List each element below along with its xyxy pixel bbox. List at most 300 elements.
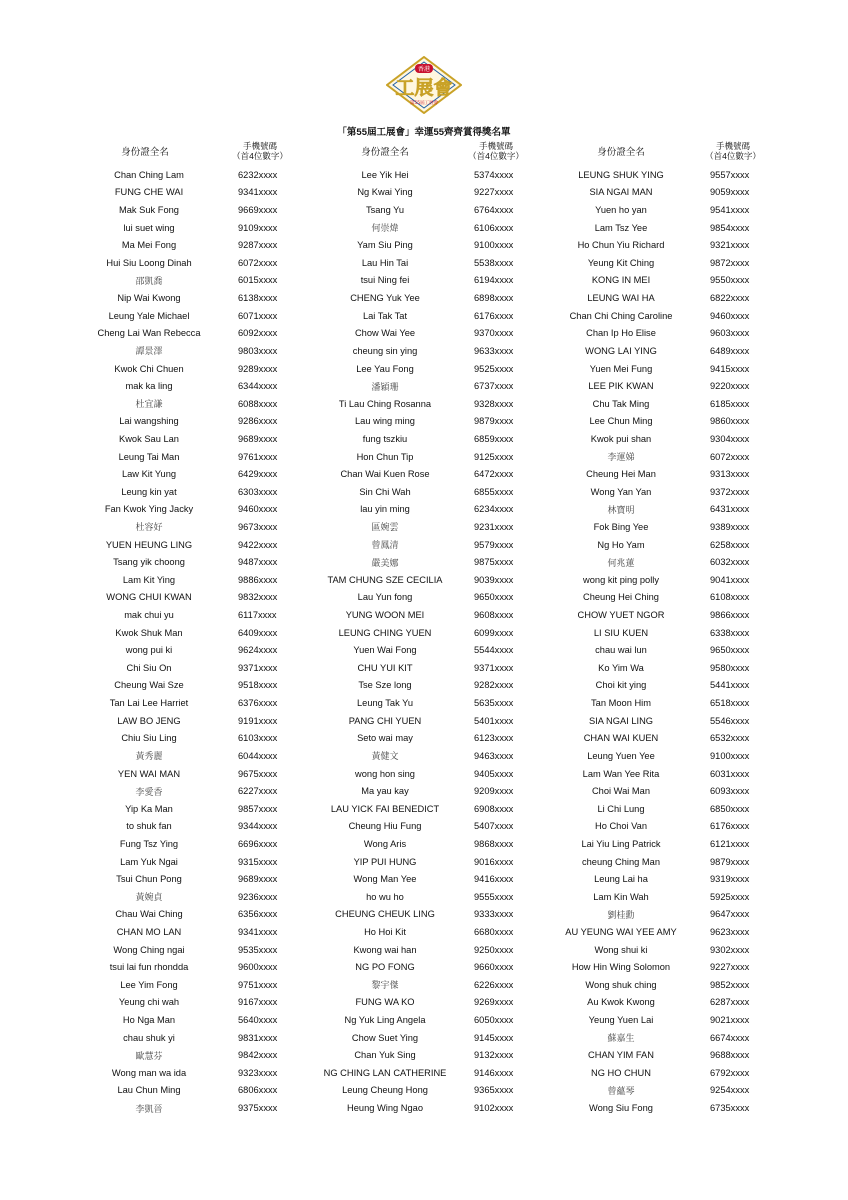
winner-name: Yip Ka Man xyxy=(125,803,173,814)
winner-name: Chan Ip Ho Elise xyxy=(586,328,656,339)
winner-name: CHU YUI KIT xyxy=(357,662,413,673)
winner-name: Wong man wa ida xyxy=(111,1067,187,1078)
winner-row xyxy=(532,958,772,976)
winner-phone-prefix: 6185xxxx xyxy=(710,398,750,409)
winner-name: YEN WAI MAN xyxy=(117,768,181,779)
winner-row xyxy=(532,941,772,959)
winner-row xyxy=(60,307,300,325)
winner-row xyxy=(532,360,772,378)
winner-row xyxy=(532,219,772,237)
winner-phone-prefix: 9535xxxx xyxy=(238,944,278,955)
winner-name: Wong Man Yee xyxy=(353,874,417,885)
winner-row xyxy=(60,1099,300,1117)
winner-row xyxy=(60,465,300,483)
winner-row xyxy=(296,747,536,765)
winner-row xyxy=(296,1011,536,1029)
winner-phone-prefix: 9328xxxx xyxy=(474,398,514,409)
winner-row xyxy=(60,1046,300,1064)
winner-name: 李運娣 xyxy=(607,453,635,464)
winner-phone-prefix: 6108xxxx xyxy=(710,592,750,603)
winner-name: 曾蘊琴 xyxy=(607,1086,635,1097)
winner-phone-prefix: 6859xxxx xyxy=(474,433,514,444)
winner-phone-prefix: 6092xxxx xyxy=(238,328,278,339)
winner-name: NG PO FONG xyxy=(355,962,415,973)
winner-name: 劉桂勳 xyxy=(607,910,635,921)
winner-row xyxy=(532,1011,772,1029)
winner-row xyxy=(60,324,300,342)
winner-row xyxy=(532,659,772,677)
winner-row xyxy=(532,624,772,642)
winner-row xyxy=(532,483,772,501)
expo-logo xyxy=(386,56,462,114)
winner-row xyxy=(532,782,772,800)
winner-name: ho wu ho xyxy=(366,891,404,902)
winner-name: Lam Kin Wah xyxy=(593,891,649,902)
winner-phone-prefix: 9541xxxx xyxy=(710,205,750,216)
winner-phone-prefix: 9375xxxx xyxy=(238,1103,278,1114)
winner-name: Wong shuk ching xyxy=(585,979,657,990)
winner-name: CHENG Yuk Yee xyxy=(350,293,420,304)
winner-phone-prefix: 6227xxxx xyxy=(238,786,278,797)
winner-name: Ho Choi Van xyxy=(594,821,648,832)
winner-phone-prefix: 9109xxxx xyxy=(238,222,278,233)
winner-name: YIP PUI HUNG xyxy=(353,856,417,867)
winner-name: Kwok Chi Chuen xyxy=(114,363,184,374)
winner-phone-prefix: 9463xxxx xyxy=(474,750,514,761)
winner-row xyxy=(296,395,536,413)
winner-row xyxy=(296,1099,536,1117)
header-phone-line1: 手機號碼 xyxy=(242,141,277,151)
winner-name: Cheung Wai Sze xyxy=(114,680,184,691)
winner-name: lui suet wing xyxy=(123,222,175,233)
winner-name: Mak Suk Fong xyxy=(119,205,179,216)
winner-phone-prefix: 9623xxxx xyxy=(710,927,750,937)
winner-row xyxy=(532,1082,772,1100)
winner-phone-prefix: 9405xxxx xyxy=(474,768,514,779)
winner-name: Tsui Chun Pong xyxy=(116,874,182,885)
winner-row xyxy=(532,166,772,184)
winner-row xyxy=(296,430,536,448)
winner-row xyxy=(60,853,300,871)
winner-phone-prefix: 6674xxxx xyxy=(710,1032,750,1043)
winner-row xyxy=(60,818,300,836)
winner-row xyxy=(532,589,772,607)
winner-row xyxy=(60,1029,300,1047)
winner-name: Fan Kwok Ying Jacky xyxy=(104,504,194,515)
winner-name: Ng Ho Yam xyxy=(597,539,645,550)
winner-name: tsui lai fun rhondda xyxy=(109,962,189,973)
winner-phone-prefix: 6822xxxx xyxy=(710,293,750,304)
winner-name: Yeung Yuen Lai xyxy=(588,1015,654,1026)
winner-phone-prefix: 9191xxxx xyxy=(238,715,278,726)
winner-phone-prefix: 5538xxxx xyxy=(474,257,514,268)
winner-phone-prefix: 6050xxxx xyxy=(474,1015,514,1026)
winner-name: 李凱晉 xyxy=(135,1104,163,1115)
winner-phone-prefix: 6015xxxx xyxy=(238,275,278,286)
winner-phone-prefix: 9389xxxx xyxy=(710,521,750,532)
winner-row xyxy=(532,571,772,589)
page-title: 「第55屆工展會」幸運55齊齊賞得獎名單 xyxy=(337,127,511,138)
winner-phone-prefix: 9269xxxx xyxy=(474,997,514,1008)
winner-name: chau shuk yi xyxy=(123,1032,175,1043)
winner-row xyxy=(60,448,300,466)
winner-phone-prefix: 6680xxxx xyxy=(474,927,514,937)
winner-row xyxy=(296,448,536,466)
winner-row xyxy=(296,1046,536,1064)
winner-phone-prefix: 6226xxxx xyxy=(474,979,514,990)
winner-name: Lai Tak Tat xyxy=(362,310,408,321)
winner-row xyxy=(60,1064,300,1082)
winner-row xyxy=(60,835,300,853)
winner-phone-prefix: 5401xxxx xyxy=(474,715,514,726)
winner-row xyxy=(296,694,536,712)
winner-row xyxy=(296,483,536,501)
winner-name: tsui Ning fei xyxy=(360,275,410,286)
winner-row xyxy=(60,694,300,712)
winner-phone-prefix: 9831xxxx xyxy=(238,1032,278,1043)
winner-row xyxy=(60,553,300,571)
winner-phone-prefix: 6044xxxx xyxy=(238,750,278,761)
winner-phone-prefix: 9675xxxx xyxy=(238,768,278,779)
winner-phone-prefix: 9282xxxx xyxy=(474,680,514,691)
winner-phone-prefix: 6850xxxx xyxy=(710,803,750,814)
winner-row xyxy=(532,694,772,712)
winner-phone-prefix: 9371xxxx xyxy=(474,662,514,673)
winner-name: Wong Siu Fong xyxy=(589,1103,653,1114)
winner-row xyxy=(296,923,536,941)
winner-phone-prefix: 9879xxxx xyxy=(710,856,750,867)
winner-phone-prefix: 9315xxxx xyxy=(238,856,278,867)
winner-row xyxy=(532,536,772,554)
winner-row xyxy=(296,641,536,659)
winner-phone-prefix: 9866xxxx xyxy=(710,610,750,621)
winner-name: NG CHING LAN CATHERINE xyxy=(323,1067,447,1078)
winner-name: 黃秀麗 xyxy=(135,752,163,763)
winner-row xyxy=(532,888,772,906)
winner-row xyxy=(532,395,772,413)
winner-phone-prefix: 9525xxxx xyxy=(474,363,514,374)
winner-row xyxy=(532,553,772,571)
winner-name: Yeung Kit Ching xyxy=(587,257,655,268)
winner-row xyxy=(296,888,536,906)
winner-phone-prefix: 6194xxxx xyxy=(474,275,514,286)
winner-row xyxy=(296,201,536,219)
winner-name: Lau Hin Tai xyxy=(361,257,409,268)
winner-phone-prefix: 9304xxxx xyxy=(710,433,750,444)
winner-name: 李愛香 xyxy=(135,787,163,798)
winner-phone-prefix: 9289xxxx xyxy=(238,363,278,374)
winner-phone-prefix: 9286xxxx xyxy=(238,416,278,427)
winner-phone-prefix: 9313xxxx xyxy=(710,469,750,480)
winner-phone-prefix: 6138xxxx xyxy=(238,293,278,304)
winner-phone-prefix: 9371xxxx xyxy=(238,662,278,673)
winner-name: KONG IN MEI xyxy=(591,275,651,286)
winner-phone-prefix: 6764xxxx xyxy=(474,205,514,216)
winner-phone-prefix: 9250xxxx xyxy=(474,944,514,955)
winner-phone-prefix: 9886xxxx xyxy=(238,574,278,585)
header-phone-line2: （首4位數字） xyxy=(232,151,288,161)
winner-name: CHAN WAI KUEN xyxy=(583,733,659,744)
winner-name: WONG CHUI KWAN xyxy=(106,592,192,603)
winner-row xyxy=(532,448,772,466)
winner-name: Cheng Lai Wan Rebecca xyxy=(97,328,201,339)
winner-row xyxy=(532,1029,772,1047)
winner-phone-prefix: 5407xxxx xyxy=(474,821,514,832)
winner-row xyxy=(60,906,300,924)
winner-row xyxy=(296,589,536,607)
winner-phone-prefix: 6338xxxx xyxy=(710,627,750,638)
winner-phone-prefix: 6031xxxx xyxy=(710,768,750,779)
winner-name: Tse Sze long xyxy=(358,680,412,691)
winner-name: Wong Aris xyxy=(363,838,407,849)
winner-row xyxy=(60,730,300,748)
winner-row xyxy=(532,465,772,483)
winner-row xyxy=(296,236,536,254)
winner-name: Choi kit ying xyxy=(595,680,647,691)
winner-phone-prefix: 9146xxxx xyxy=(474,1067,514,1078)
winner-row xyxy=(532,1046,772,1064)
winner-row xyxy=(296,324,536,342)
winner-row xyxy=(60,571,300,589)
winner-row xyxy=(60,395,300,413)
winner-phone-prefix: 9487xxxx xyxy=(238,557,278,568)
winner-phone-prefix: 9319xxxx xyxy=(710,874,750,885)
winner-phone-prefix: 9323xxxx xyxy=(238,1067,278,1078)
winner-name: WONG LAI YING xyxy=(585,345,657,356)
winner-name: to shuk fan xyxy=(126,821,172,832)
winner-name: cheung Ching Man xyxy=(581,856,661,867)
winner-row xyxy=(296,853,536,871)
winner-name: Ma yau kay xyxy=(361,786,409,797)
winner-row xyxy=(296,765,536,783)
winner-phone-prefix: 9039xxxx xyxy=(474,574,514,585)
winner-name: wong hon sing xyxy=(355,768,415,779)
winner-row xyxy=(296,659,536,677)
winner-phone-prefix: 9688xxxx xyxy=(710,1050,750,1061)
winner-row xyxy=(532,712,772,730)
winner-phone-prefix: 6093xxxx xyxy=(710,786,750,797)
winner-name: Lai wangshing xyxy=(119,416,179,427)
winner-name: fung tszkiu xyxy=(362,433,408,444)
winner-phone-prefix: 6032xxxx xyxy=(710,557,750,568)
winner-row xyxy=(296,465,536,483)
winner-row xyxy=(60,782,300,800)
winner-name: How Hin Wing Solomon xyxy=(571,962,671,973)
winner-phone-prefix: 5374xxxx xyxy=(474,169,514,180)
winner-row xyxy=(532,906,772,924)
winner-phone-prefix: 9875xxxx xyxy=(474,557,514,568)
winner-phone-prefix: 6696xxxx xyxy=(238,838,278,849)
winner-name: 何兆蓮 xyxy=(607,558,635,569)
winner-row xyxy=(296,906,536,924)
winner-phone-prefix: 9669xxxx xyxy=(238,205,278,216)
winner-row xyxy=(296,571,536,589)
winner-name: Lau wing ming xyxy=(355,416,415,427)
winner-row xyxy=(60,342,300,360)
winner-name: mak chui yu xyxy=(124,610,174,621)
winner-row xyxy=(532,818,772,836)
winner-name: 曾鳳清 xyxy=(371,541,399,552)
winner-name: Chi Siu On xyxy=(126,662,172,673)
winner-phone-prefix: 9673xxxx xyxy=(238,521,278,532)
winners-column-3 xyxy=(532,166,772,1117)
winner-phone-prefix: 6121xxxx xyxy=(710,838,750,849)
winner-row xyxy=(532,430,772,448)
winner-name: CHAN MO LAN xyxy=(116,927,182,937)
winner-name: Hon Chun Tip xyxy=(356,451,414,462)
winner-name: Tsang Yu xyxy=(365,205,405,216)
winner-name: Kwok Sau Lan xyxy=(119,433,179,444)
header-name: 身份證全名 xyxy=(597,147,645,158)
winner-row xyxy=(296,307,536,325)
winner-row xyxy=(60,641,300,659)
winner-row xyxy=(532,342,772,360)
winner-row xyxy=(532,765,772,783)
winner-name: Lee Yau Fong xyxy=(356,363,414,374)
winner-row xyxy=(532,730,772,748)
winner-row xyxy=(532,606,772,624)
winner-name: Ng Kwai Ying xyxy=(357,187,413,198)
winner-row xyxy=(296,360,536,378)
winner-name: 黃健文 xyxy=(371,752,399,763)
winner-phone-prefix: 9333xxxx xyxy=(474,909,514,920)
winner-phone-prefix: 9372xxxx xyxy=(710,486,750,497)
winner-row xyxy=(532,677,772,695)
winner-phone-prefix: 6232xxxx xyxy=(238,169,278,180)
winner-row xyxy=(296,870,536,888)
winner-row xyxy=(60,941,300,959)
winner-name: 何崇煒 xyxy=(371,224,399,235)
winner-name: Ng Yuk Ling Angela xyxy=(344,1015,426,1026)
winner-row xyxy=(296,958,536,976)
winner-name: Leung Lai ha xyxy=(594,874,648,885)
winner-name: lau yin ming xyxy=(360,504,410,515)
winner-row xyxy=(532,976,772,994)
winner-name: 歐慧芬 xyxy=(135,1051,163,1062)
winner-phone-prefix: 9650xxxx xyxy=(474,592,514,603)
winner-name: Yam Siu Ping xyxy=(357,240,413,251)
winner-phone-prefix: 6088xxxx xyxy=(238,398,278,409)
winner-row xyxy=(60,870,300,888)
winner-name: LAU YICK FAI BENEDICT xyxy=(330,803,440,814)
winner-phone-prefix: 9041xxxx xyxy=(710,574,750,585)
winner-row xyxy=(60,289,300,307)
winner-phone-prefix: 6117xxxx xyxy=(238,610,277,621)
winner-phone-prefix: 6898xxxx xyxy=(474,293,514,304)
winner-phone-prefix: 9832xxxx xyxy=(238,592,278,603)
winner-row xyxy=(296,536,536,554)
winner-name: Fok Bing Yee xyxy=(593,521,649,532)
winner-name: CHOW YUET NGOR xyxy=(577,610,665,621)
winner-phone-prefix: 6356xxxx xyxy=(238,909,278,920)
winner-phone-prefix: 9100xxxx xyxy=(710,750,750,761)
winner-name: Hui Siu Loong Dinah xyxy=(106,257,192,268)
winner-phone-prefix: 6806xxxx xyxy=(238,1085,278,1096)
winner-row xyxy=(296,254,536,272)
winner-phone-prefix: 9608xxxx xyxy=(474,610,514,621)
winner-name: Yuen Mei Fung xyxy=(589,363,653,374)
winner-phone-prefix: 6071xxxx xyxy=(238,310,278,321)
winner-name: SIA NGAI MAN xyxy=(589,187,653,198)
winner-name: Cheung Hei Man xyxy=(586,469,656,480)
winner-row xyxy=(296,219,536,237)
winner-phone-prefix: 6344xxxx xyxy=(238,381,278,392)
winner-phone-prefix: 9557xxxx xyxy=(710,169,750,180)
winner-name: Lai Yiu Ling Patrick xyxy=(581,838,661,849)
winner-phone-prefix: 9842xxxx xyxy=(238,1050,278,1061)
winner-row xyxy=(532,747,772,765)
winner-row xyxy=(296,1029,536,1047)
winner-name: Leung Tai Man xyxy=(118,451,180,462)
winner-phone-prefix: 6532xxxx xyxy=(710,733,750,744)
winner-phone-prefix: 9860xxxx xyxy=(710,416,750,427)
winner-name: Au Kwok Kwong xyxy=(587,997,655,1008)
winner-row xyxy=(296,624,536,642)
winner-row xyxy=(60,994,300,1012)
winner-phone-prefix: 9803xxxx xyxy=(238,345,278,356)
winner-phone-prefix: 9660xxxx xyxy=(474,962,514,973)
winner-name: LEUNG WAI HA xyxy=(587,293,655,304)
logo-sub-text: 第55屆工展會 xyxy=(409,101,439,106)
winner-phone-prefix: 9287xxxx xyxy=(238,240,278,251)
winner-row xyxy=(60,254,300,272)
winner-name: 黃婉貞 xyxy=(135,893,163,904)
winner-name: 杜宜謙 xyxy=(135,400,163,411)
winner-phone-prefix: 9415xxxx xyxy=(710,363,750,374)
winner-row xyxy=(60,377,300,395)
winner-phone-prefix: 9761xxxx xyxy=(238,451,278,462)
winner-phone-prefix: 9624xxxx xyxy=(238,645,278,656)
winner-phone-prefix: 9689xxxx xyxy=(238,874,278,885)
winner-name: Lee Chun Ming xyxy=(589,416,653,427)
winners-column-1 xyxy=(60,166,300,1117)
winner-name: Chow Wai Yee xyxy=(354,328,416,339)
winner-name: Lam Wan Yee Rita xyxy=(582,768,660,779)
winner-phone-prefix: 6303xxxx xyxy=(238,486,278,497)
winner-phone-prefix: 9370xxxx xyxy=(474,328,514,339)
header-phone xyxy=(225,141,295,161)
winner-phone-prefix: 6287xxxx xyxy=(710,997,750,1008)
winner-phone-prefix: 9579xxxx xyxy=(474,539,514,550)
winner-phone-prefix: 9857xxxx xyxy=(238,803,278,814)
winner-row xyxy=(532,1064,772,1082)
winner-name: Cheung Hiu Fung xyxy=(348,821,422,832)
winner-name: Chau Wai Ching xyxy=(115,909,183,920)
winner-name: CHEUNG CHEUK LING xyxy=(335,909,435,920)
winner-phone-prefix: 5925xxxx xyxy=(710,891,750,902)
winner-row xyxy=(296,184,536,202)
winner-name: 潘穎珊 xyxy=(371,382,399,393)
winner-phone-prefix: 9321xxxx xyxy=(710,240,750,251)
winner-name: Wong Ching ngai xyxy=(113,944,185,955)
winner-name: Ti Lau Ching Rosanna xyxy=(338,398,432,409)
winner-phone-prefix: 9227xxxx xyxy=(474,187,514,198)
winner-row xyxy=(60,536,300,554)
winner-name: AU YEUNG WAI YEE AMY xyxy=(565,927,677,937)
header-phone-line1: 手機號碼 xyxy=(478,141,513,151)
winner-row xyxy=(532,377,772,395)
winner-row xyxy=(60,501,300,519)
logo-badge-text: 香港 xyxy=(417,66,431,73)
winners-column-2 xyxy=(296,166,536,1117)
winner-name: Ho Chun Yiu Richard xyxy=(577,240,665,251)
winner-name: Lau Yun fong xyxy=(357,592,413,603)
winner-name: Lam Kit Ying xyxy=(122,574,176,585)
winner-name: 林寶明 xyxy=(607,505,635,516)
winner-phone-prefix: 9344xxxx xyxy=(238,821,278,832)
winner-row xyxy=(296,800,536,818)
winner-phone-prefix: 6518xxxx xyxy=(710,698,750,709)
